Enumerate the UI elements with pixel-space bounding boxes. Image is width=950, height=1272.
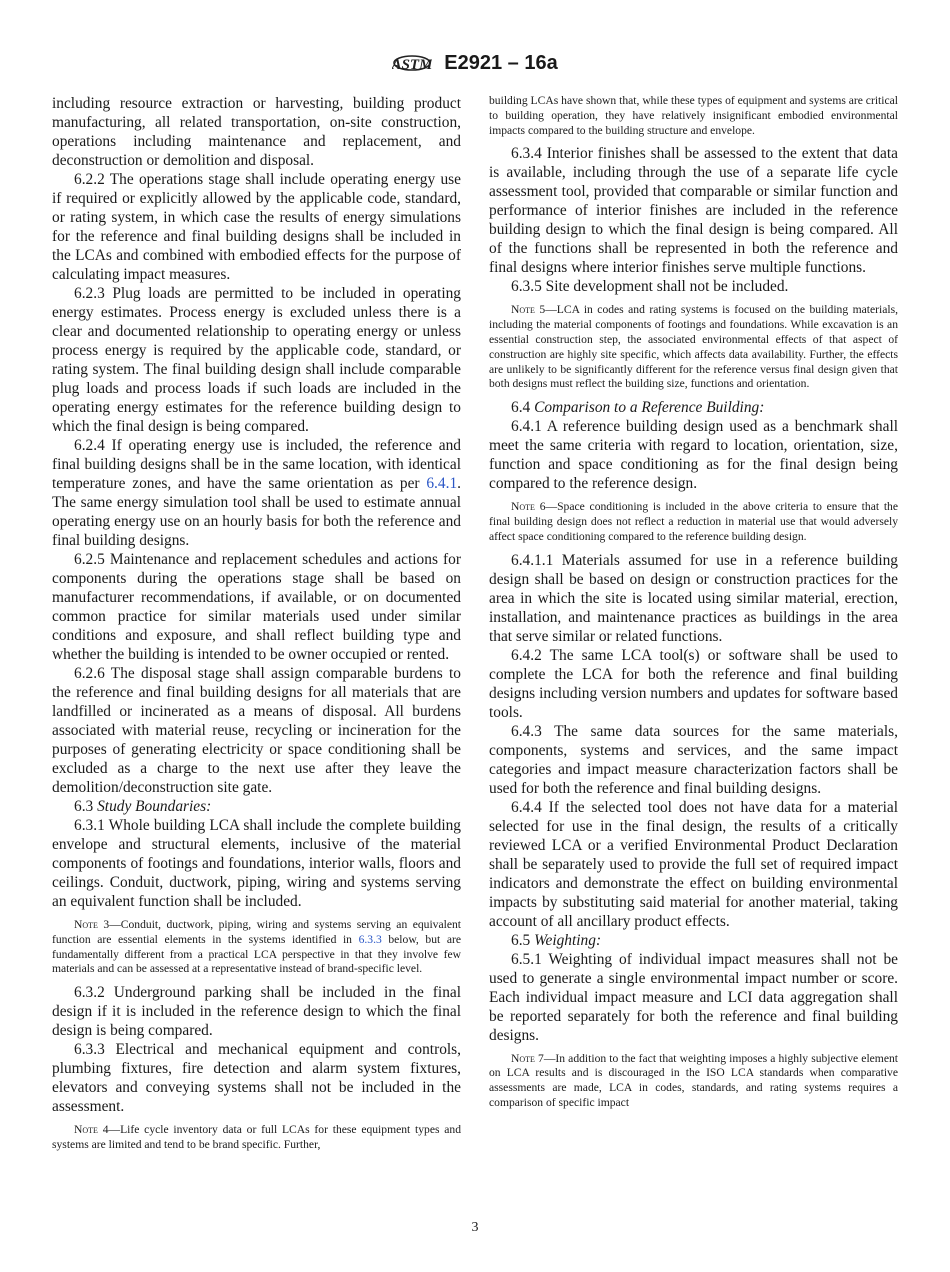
section-number: 6.5 <box>511 931 535 949</box>
svg-text:ASTM: ASTM <box>392 57 433 73</box>
text: . The same energy simulation tool shall be used to estimate annual operating energy use on an hourly basis for both the reference and final building designs. <box>52 475 461 549</box>
text: —LCA in codes and rating systems is focused on the building materials, including the material components of footings and foundations. While excavation is an essential construction step, the associated environmental effects of that aspect of construction are highly site specific, which affects data availability. Further, the effects are unlikely to be significantly different for the reference versus final design given that both designs must reflect the building size, functions and orientation. <box>489 303 898 391</box>
section-title: Comparison to a Reference Building: <box>534 399 765 417</box>
section-6-4-2: 6.4.2 The same LCA tool(s) or software shall be used to complete the LCA for both the reference and final building designs including version numbers and updates for software based tools. <box>489 646 898 721</box>
note-3 <box>52 918 461 977</box>
link-6-4-1[interactable]: 6.4.1 <box>426 475 458 492</box>
text: below, but are fundamentally different from a practical LCA perspective in that they involve few materials and can be assessed at a representative instead of brand-specific level. <box>52 932 461 976</box>
text: 6.2.4 If operating energy use is included, the reference and final building designs shall be in the same location, with identical temperature zones, and have the same orientation as per <box>52 437 461 492</box>
page-number: 3 <box>471 1220 479 1235</box>
note-label: Note 5 <box>511 303 546 317</box>
text: —In addition to the fact that weighting imposes a highly subjective element on LCA results and is discouraged in the ISO LCA standards when comparative assessments are made, LCA in codes, standards, and rating systems requires a comparison of specific impact <box>489 1051 898 1109</box>
note-4-continued: building LCAs have shown that, while these types of equipment and systems are critical to building operation, they have relatively insignificant embodied environmental impacts compared to the building structure and envelope. <box>489 94 898 137</box>
standard-designation: E2921 – 16a <box>444 51 558 74</box>
section-6-2-4 <box>52 436 461 550</box>
paragraph: including resource extraction or harvesting, building product manufacturing, all related transportation, on-site construction, operations including maintenance and replacement, and deconstruction or demolition and disposal. <box>52 95 461 169</box>
section-6-5-heading <box>489 931 898 950</box>
section-title: Study Boundaries: <box>97 798 212 815</box>
note-label: Note 3 <box>74 918 110 931</box>
section-6-3-3: 6.3.3 Electrical and mechanical equipment and controls, plumbing fixtures, fire detection and alarm system fixtures, elevators and conveying systems shall not be included in the assessment. <box>52 1041 461 1116</box>
note-6 <box>489 500 898 544</box>
section-number: 6.3 <box>74 798 98 815</box>
section-6-4-3: 6.4.3 The same data sources for the same materials, components, systems and services, and the same impact categories and impact measure characterization factors shall be used for both the reference and final building designs. <box>489 722 898 797</box>
page-header <box>0 48 950 78</box>
right-column <box>489 94 898 1117</box>
section-6-4-1: 6.4.1 A reference building design used as a benchmark shall meet the same criteria with regard to location, orientation, size, function and space conditioning as for the final design being compared to the reference design. <box>489 418 898 493</box>
note-label: Note 6 <box>511 500 546 514</box>
note-7 <box>489 1052 898 1111</box>
section-6-2-3: 6.2.3 Plug loads are permitted to be included in operating energy estimates. Process energy is excluded unless there is a clear and documented relationship to operating energy or unless process energy is required by the applicable code, standard, or rating system. The final building design shall include comparable plug loads and process loads if such loads are included in the operating energy estimates for the reference building design to which the final design is being compared. <box>52 285 461 435</box>
section-6-4-4: 6.4.4 If the selected tool does not have data for a material selected for use in the final design, the results of a critically reviewed LCA or a verified Environmental Product Declaration shall be separately used to provide the full set of required impact indicators and demonstrate the effect on building environmental impacts by substituting said material for another material, taking account of all ancillary product effects. <box>489 798 898 930</box>
section-6-3-1: 6.3.1 Whole building LCA shall include the complete building envelope and structural elements, inclusive of the material components of footings and foundations, interior walls, floors and ceilings. Conduit, ductwork, piping, wiring and systems serving an equivalent function shall be included. <box>52 817 461 910</box>
section-6-2-2: 6.2.2 The operations stage shall include operating energy use if required or explicitly allowed by the applicable code, standard, or rating system, in which case the results of energy simulations for the reference and final building designs shall be included in the LCAs and combined with embodied effects for the purpose of calculating impact measures. <box>52 171 461 283</box>
section-6-2-5: 6.2.5 Maintenance and replacement schedules and actions for components during the operations stage shall be based on manufacturer recommendations, if available, or on documented common practice for similar materials used under similar conditions and exposure, and shall reflect building type and whether the building is intended to be owner occupied or rented. <box>52 551 461 663</box>
text: —Space conditioning is included in the above criteria to ensure that the final building design does not reflect a reduction in material use that would adversely affect space conditioning compared to the reference building design. <box>489 500 899 543</box>
text: —Conduit, ductwork, piping, wiring and systems serving an equivalent function are essential elements in the systems identified in <box>52 918 461 946</box>
left-column <box>52 94 461 1159</box>
section-6-3-4: 6.3.4 Interior finishes shall be assessed to the extent that data is available, including through the use of a separate life cycle assessment tool, provided that comparable or similar function and performance of interior finishes are included in the reference building design to which the final design is being compared. All of the functions shall be represented in both the reference and final designs where interior finishes serve multiple functions. <box>489 145 898 277</box>
link-6-3-3[interactable]: 6.3.3 <box>358 932 382 946</box>
section-6-4-heading <box>489 398 898 417</box>
note-label: Note 7 <box>511 1051 544 1065</box>
section-6-5-1: 6.5.1 Weighting of individual impact measures shall not be used to generate a single environmental impact number or score. Each individual impact measure and LCI data aggregation shall be reported separately for both the reference and final building designs. <box>489 950 898 1044</box>
text: —Life cycle inventory data or full LCAs for these equipment types and systems are limited and tend to be brand specific. Further, <box>52 1123 462 1151</box>
section-6-3-5: 6.3.5 Site development shall not be included. <box>511 278 789 296</box>
section-6-3-heading <box>52 797 461 816</box>
note-4 <box>52 1123 461 1153</box>
section-6-4-1-1: 6.4.1.1 Materials assumed for use in a reference building design shall be based on design or construction practices for the area in which the site is located using similar material, erection, installation, and maintenance practices as buildings in the area that serve similar or related functions. <box>489 551 898 645</box>
section-number: 6.4 <box>511 399 535 417</box>
note-label: Note 4 <box>74 1123 109 1137</box>
section-6-2-6: 6.2.6 The disposal stage shall assign comparable burdens to the reference and final building designs for all materials that are landfilled or incinerated as a means of disposal. All burdens associated with material reuse, recycling or incineration for the purposes of generating electricity or space conditioning shall be excluded as a charge to the next use after they leave the demolition/deconstruction site gate. <box>52 665 461 796</box>
astm-logo-icon <box>392 48 432 78</box>
section-6-3-2: 6.3.2 Underground parking shall be included in the final design if it is included in the reference design to which the final design is being compared. <box>52 984 461 1040</box>
section-title: Weighting: <box>534 931 602 949</box>
note-5 <box>489 303 898 392</box>
